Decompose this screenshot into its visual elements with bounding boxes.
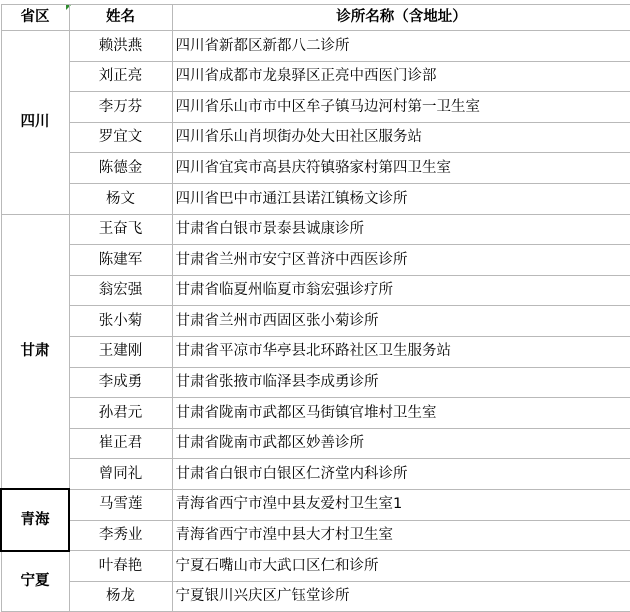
clinic-cell[interactable]: 甘肃省临夏州临夏市翁宏强诊疗所: [172, 275, 630, 306]
table-row: [1, 61, 630, 92]
clinic-cell[interactable]: 甘肃省白银市白银区仁济堂内科诊所: [172, 459, 630, 490]
clinic-cell[interactable]: 甘肃省兰州市安宁区普济中西医诊所: [172, 245, 630, 276]
name-cell[interactable]: 马雪莲: [69, 489, 172, 520]
name-cell[interactable]: 陈建军: [69, 245, 172, 276]
header-row: [1, 5, 630, 31]
clinic-cell[interactable]: 四川省乐山市市中区牟子镇马边河村第一卫生室: [172, 92, 630, 123]
name-cell[interactable]: 李秀业: [69, 520, 172, 551]
clinic-cell[interactable]: 甘肃省平凉市华亭县北环路社区卫生服务站: [172, 336, 630, 367]
name-cell[interactable]: 陈德金: [69, 153, 172, 184]
table-row: [1, 245, 630, 276]
clinic-cell[interactable]: 甘肃省张掖市临泽县李成勇诊所: [172, 367, 630, 398]
name-cell[interactable]: 王建刚: [69, 336, 172, 367]
header-province[interactable]: 省区: [1, 5, 69, 31]
name-cell[interactable]: 李成勇: [69, 367, 172, 398]
name-cell[interactable]: 刘正亮: [69, 61, 172, 92]
clinic-table: [0, 4, 630, 612]
table-row: [1, 520, 630, 551]
clinic-cell[interactable]: 四川省巴中市通江县诺江镇杨文诊所: [172, 183, 630, 214]
province-cell[interactable]: 宁夏: [1, 551, 69, 612]
table-row: [1, 459, 630, 490]
name-cell[interactable]: 翁宏强: [69, 275, 172, 306]
header-name[interactable]: 姓名: [69, 5, 172, 31]
table-row: [1, 183, 630, 214]
clinic-cell[interactable]: 青海省西宁市湟中县大才村卫生室: [172, 520, 630, 551]
name-cell[interactable]: 李万芬: [69, 92, 172, 123]
name-cell[interactable]: 杨文: [69, 183, 172, 214]
name-cell[interactable]: 崔正君: [69, 428, 172, 459]
table-row: [1, 581, 630, 612]
clinic-cell[interactable]: 甘肃省陇南市武都区马街镇官堆村卫生室: [172, 398, 630, 429]
table-row: [1, 428, 630, 459]
table-row: [1, 92, 630, 123]
clinic-cell[interactable]: 四川省成都市龙泉驿区正亮中西医门诊部: [172, 61, 630, 92]
table-row: [1, 31, 630, 62]
clinic-cell[interactable]: 四川省乐山肖坝街办处大田社区服务站: [172, 122, 630, 153]
table-row: [1, 275, 630, 306]
clinic-cell[interactable]: 甘肃省兰州市西固区张小菊诊所: [172, 306, 630, 337]
clinic-cell[interactable]: 甘肃省白银市景泰县诚康诊所: [172, 214, 630, 245]
header-clinic[interactable]: 诊所名称（含地址）: [172, 5, 630, 31]
clinic-cell[interactable]: 宁夏石嘴山市大武口区仁和诊所: [172, 551, 630, 582]
name-cell[interactable]: 曾同礼: [69, 459, 172, 490]
province-cell[interactable]: 青海: [1, 489, 69, 550]
table-row: [1, 551, 630, 582]
table-row: [1, 336, 630, 367]
table-row: [1, 122, 630, 153]
table-row: [1, 367, 630, 398]
clinic-cell[interactable]: 甘肃省陇南市武都区妙善诊所: [172, 428, 630, 459]
province-cell[interactable]: 甘肃: [1, 214, 69, 489]
table-row: [1, 153, 630, 184]
clinic-cell[interactable]: 宁夏银川兴庆区广钰堂诊所: [172, 581, 630, 612]
province-cell[interactable]: 四川: [1, 31, 69, 215]
name-cell[interactable]: 赖洪燕: [69, 31, 172, 62]
name-cell[interactable]: 杨龙: [69, 581, 172, 612]
name-cell[interactable]: 王奋飞: [69, 214, 172, 245]
table-row: [1, 489, 630, 520]
name-cell[interactable]: 孙君元: [69, 398, 172, 429]
name-cell[interactable]: 张小菊: [69, 306, 172, 337]
clinic-cell[interactable]: 青海省西宁市湟中县友爱村卫生室1: [172, 489, 630, 520]
name-cell[interactable]: 罗宜文: [69, 122, 172, 153]
clinic-cell[interactable]: 四川省新都区新都八二诊所: [172, 31, 630, 62]
clinic-cell[interactable]: 四川省宜宾市高县庆符镇骆家村第四卫生室: [172, 153, 630, 184]
table-row: [1, 306, 630, 337]
table-row: [1, 398, 630, 429]
name-cell[interactable]: 叶春艳: [69, 551, 172, 582]
table-row: [1, 214, 630, 245]
